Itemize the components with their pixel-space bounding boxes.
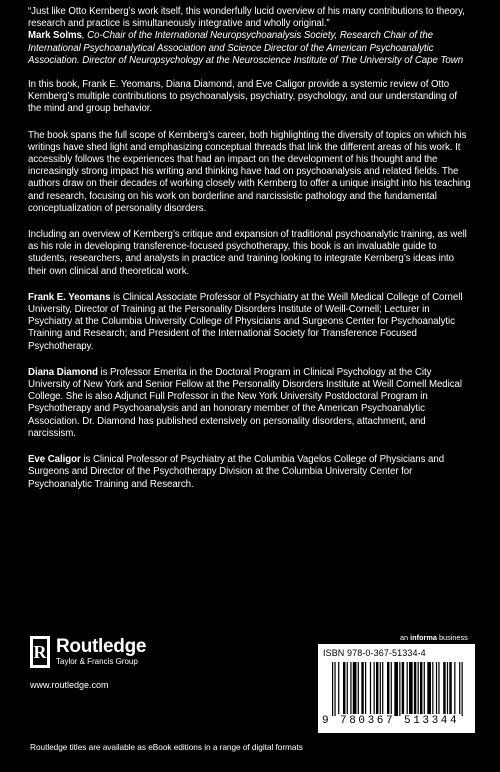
barcode-bar: [438, 662, 439, 714]
barcode-bar: [338, 662, 339, 714]
barcode-bar: [399, 662, 400, 716]
endorser-affiliation: , Co-Chair of the International Neuropsychoanalysis Society, Research Chair of the International Psychoanalytical Association and Science Director of the American Psychoanalytic Association. Director of Neuropsychology at the Neuroscience Institute of The University of Cape Town: [28, 30, 464, 66]
barcode-bar: [420, 662, 422, 714]
barcode-bar: [418, 662, 419, 714]
informa-suffix: business: [436, 633, 468, 642]
barcode-bar: [343, 662, 345, 714]
barcode-bar: [347, 662, 348, 714]
barcode-bar: [332, 662, 333, 716]
barcode-bar: [402, 662, 404, 714]
barcode-bar: [409, 662, 413, 714]
author-bio-diamond: [28, 367, 472, 440]
barcode-bar: [376, 662, 378, 714]
barcode-bar: [358, 662, 359, 714]
barcode-bar: [432, 662, 433, 714]
author-bio-caligor: [28, 454, 472, 491]
author-bio-text: is Professor Emerita in the Doctoral Program in Clinical Psychology at the City University of New York and Senior Fellow at the Personality Disorders Institute at Weill Cornell Medical College. She is also Adjunct Full Professor in the New York University Postdoctoral Program in Psychotherapy and Psychoanalysis and an honorary member of the American Psychoanalytic Association. Dr. Diamond has published extensively on personality disorders, attachment, and narcissism.: [28, 366, 462, 439]
endorsement-attribution: [28, 30, 472, 67]
informa-prefix: an: [400, 633, 411, 642]
barcode-bar: [353, 662, 357, 714]
barcode-bar: [443, 662, 445, 714]
publisher-group: Taylor & Francis Group: [56, 657, 138, 666]
isbn-barcode: [318, 644, 475, 733]
author-bio-yeomans: [28, 292, 472, 353]
barcode-bar: [365, 662, 366, 714]
barcode-bar: [449, 662, 451, 714]
isbn-label: ISBN 978-0-367-51334-4: [323, 648, 426, 658]
svg-text:R: R: [33, 642, 47, 662]
author-name: Eve Caligor: [28, 454, 81, 466]
endorsement-quote: “Just like Otto Kernberg’s work itself, this wonderfully lucid overview of his many contributions to theory, research and practice is simultaneously integrative and wholly original.”: [28, 6, 465, 30]
informa-word: informa: [410, 633, 437, 642]
author-bio-text: is Clinical Associate Professor of Psychiatry at the Weill Medical College of Cornell University, Director of Training at the Personality Disorders Institute of Weill-Cornell; Lecturer in Psychiatry at the Columbia University College of Physicians and Surgeons Center for Psychoanalytic Training and Research; and President of the International Society for Transference Focused Psychotherapy.: [28, 291, 463, 352]
barcode-bar: [350, 662, 351, 714]
barcode-bar: [380, 662, 381, 714]
author-name: Diana Diamond: [28, 366, 98, 378]
publisher-footer: [0, 630, 500, 772]
ebook-note: Routledge titles are available as eBook editions in a range of digital formats: [30, 742, 303, 752]
barcode-bar: [436, 662, 437, 714]
publisher-website: www.routledge.com: [30, 680, 109, 690]
barcode-bar: [462, 662, 463, 716]
barcode-bar: [374, 662, 375, 714]
barcode-bar: [391, 662, 392, 714]
barcode-bar: [459, 662, 460, 714]
publisher-wordmark: [56, 637, 146, 667]
author-bio-text: is Clinical Professor of Psychiatry at the Columbia Vagelos College of Physicians and Surgeons and Director of the Psychotherapy Division at the Columbia University Center for Psychoanalytic Training and Research.: [28, 454, 445, 490]
barcode-bar: [334, 662, 335, 716]
barcode-bar: [447, 662, 448, 714]
barcode-digits-left: 780367: [340, 715, 396, 727]
routledge-r-icon: [30, 636, 50, 668]
barcode-bar: [424, 662, 425, 714]
barcode-bar: [382, 662, 383, 714]
barcode-bar: [394, 662, 398, 716]
barcode-bar: [427, 662, 431, 714]
barcode-bar: [454, 662, 455, 714]
barcode-bar: [387, 662, 389, 714]
barcode-digit-first: 9: [322, 715, 329, 727]
publisher-logo: [30, 636, 146, 668]
description-paragraph-1: In this book, Frank E. Yeomans, Diana Diamond, and Eve Caligor provide a systemic review of Otto Kernberg’s multiple contributions to psychoanalysis, psychiatry, psychology, and our understanding of the mind and group behavior.: [28, 79, 457, 115]
author-name: Frank E. Yeomans: [28, 291, 111, 303]
description-paragraph-3: Including an overview of Kernberg’s critique and expansion of traditional psychoanalytic training, as well as his role in developing transference-focused psychotherapy, this book is an invaluable guide to students, researchers, and analysts in practice and training looking to integrate Kernberg’s ideas into their own clinical and theoretical work.: [28, 229, 467, 277]
cover-text: [28, 6, 472, 505]
barcode-bar: [361, 662, 363, 714]
informa-business-tag: [400, 633, 468, 642]
description-paragraph-2: The book spans the full scope of Kernberg’s career, both highlighting the diversity of topics on which his writings have shed light and emphasizing conceptual threads that link the different areas of his work. It accessibly follows the experiences that had an impact on the development of his thought and the increasingly strong impact his writing and thinking have had on psychoanalysis and related fields. The authors draw on their decades of working closely with Kernberg to offer a unique insight into his teaching and research, focusing on his work on borderline and narcissistic pathology and the fundamental conceptualization of personality disorders.: [28, 129, 471, 214]
endorser-name: Mark Solms: [28, 30, 82, 42]
barcode-bars: [332, 662, 464, 716]
barcode-bar: [407, 662, 408, 714]
barcode-digits-right: 513344: [404, 715, 460, 727]
barcode-bar: [414, 662, 416, 714]
barcode-bar: [370, 662, 371, 714]
publisher-name: Routledge: [56, 636, 147, 657]
